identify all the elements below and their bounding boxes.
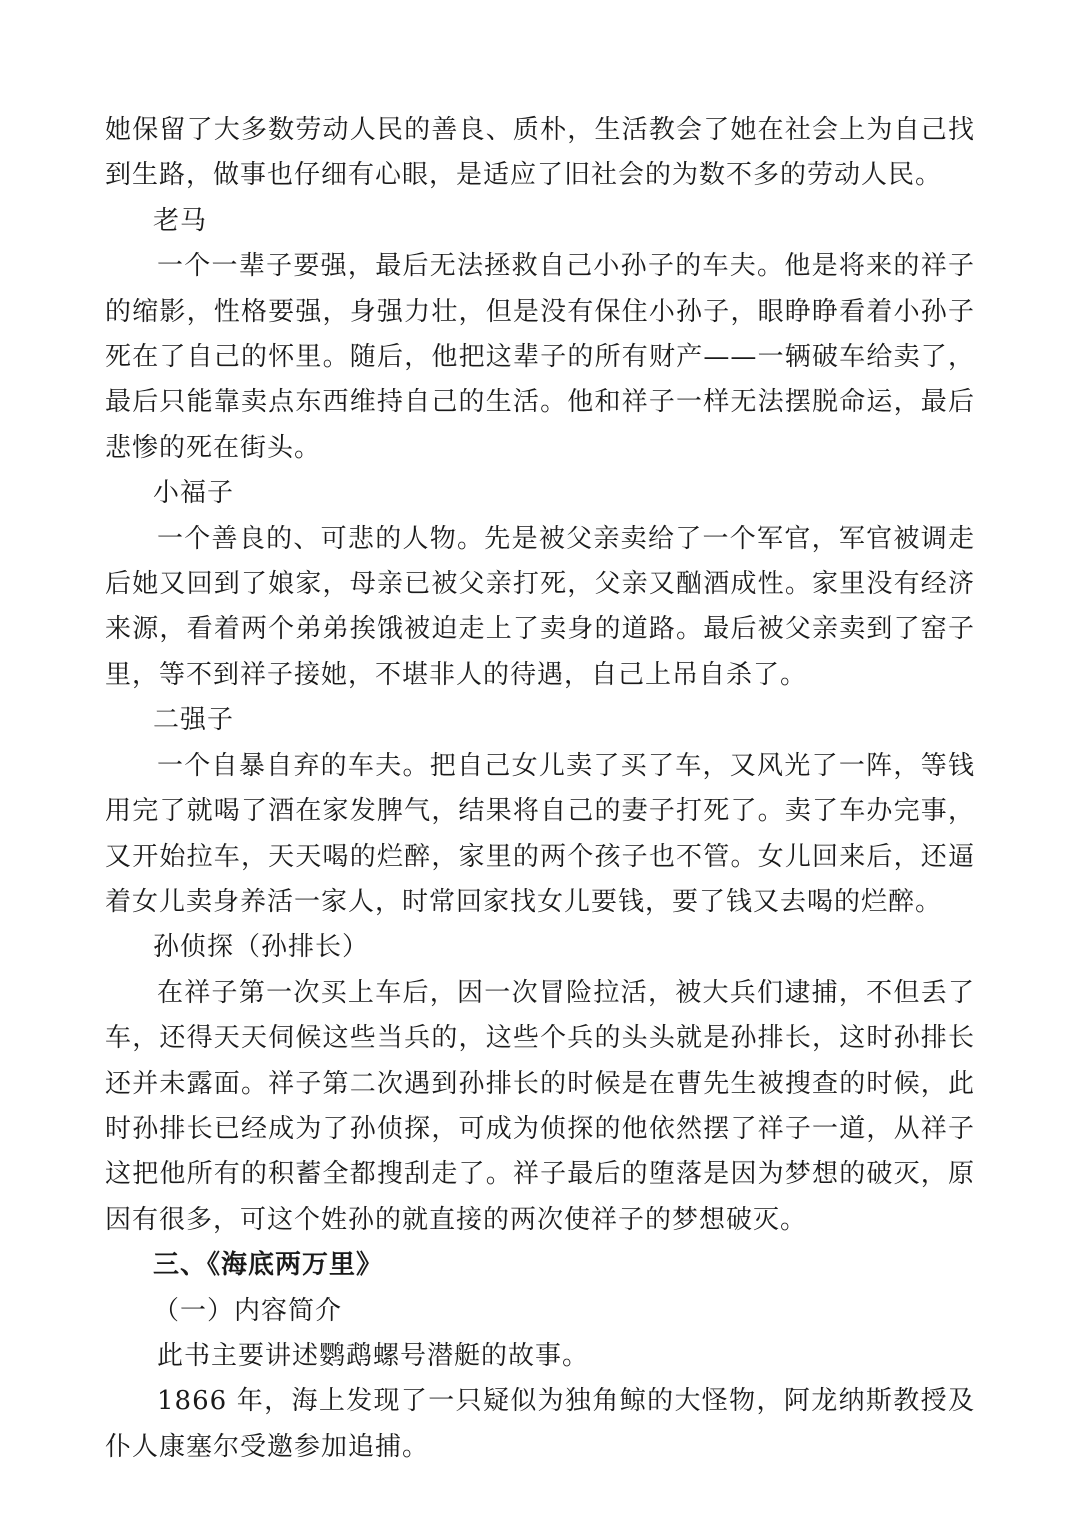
heading-er-qiangzi: 二强子 [153, 705, 235, 736]
paragraph-lao-ma: 一个一辈子要强，最后无法拯救自己小孙子的车夫。他是将来的祥子的缩影，性格要强，身强力壮，但是没有保住小孙子，眼睁睁看着小孙子死在了自己的怀里。随后，他把这辈子的所有财产——一辆破车给卖了，最后只能靠卖点东西维持自己的生活。他和祥子一样无法摆脱命运，最后悲惨的死在街头。 [105, 251, 975, 463]
heading-xiao-fuzi: 小福子 [153, 478, 235, 509]
paragraph-summary-2: 1866 年，海上发现了一只疑似为独角鲸的大怪物，阿龙纳斯教授及仆人康塞尔受邀参加追捕。 [105, 1386, 975, 1462]
paragraph-summary-1: 此书主要讲述鹦鹉螺号潜艇的故事。 [157, 1340, 590, 1371]
subheading-content-summary: （一）内容简介 [153, 1295, 343, 1326]
paragraph-intro: 她保留了大多数劳动人民的善良、质朴，生活教会了她在社会上为自己找到生路，做事也仔细有心眼，是适应了旧社会的为数不多的劳动人民。 [105, 115, 975, 191]
paragraph-xiao-fuzi: 一个善良的、可悲的人物。先是被父亲卖给了一个军官，军官被调走后她又回到了娘家，母亲已被父亲打死，父亲又酗酒成性。家里没有经济来源，看着两个弟弟挨饿被迫走上了卖身的道路。最后被父亲卖到了窑子里，等不到祥子接她，不堪非人的待遇，自己上吊自杀了。 [105, 523, 975, 690]
heading-lao-ma: 老马 [153, 205, 208, 236]
document-page [105, 108, 975, 1470]
paragraph-sun-zhentan: 在祥子第一次买上车后，因一次冒险拉活，被大兵们逮捕，不但丢了车，还得天天伺候这些当兵的，这些个兵的头头就是孙排长，这时孙排长还并未露面。祥子第二次遇到孙排长的时候是在曹先生被搜查的时候，此时孙排长已经成为了孙侦探，可成为侦探的他依然摆了祥子一道，从祥子这把他所有的积蓄全都搜刮走了。祥子最后的堕落是因为梦想的破灭，原因有很多，可这个姓孙的就直接的两次使祥子的梦想破灭。 [105, 977, 975, 1235]
heading-sun-zhentan: 孙侦探（孙排长） [153, 932, 370, 963]
paragraph-er-qiangzi: 一个自暴自弃的车夫。把自己女儿卖了买了车，又风光了一阵，等钱用完了就喝了酒在家发脾气，结果将自己的妻子打死了。卖了车办完事，又开始拉车，天天喝的烂醉，家里的两个孩子也不管。女儿回来后，还逼着女儿卖身养活一家人，时常回家找女儿要钱，要了钱又去喝的烂醉。 [105, 750, 975, 917]
section-heading-haidi: 三、《海底两万里》 [153, 1250, 384, 1281]
